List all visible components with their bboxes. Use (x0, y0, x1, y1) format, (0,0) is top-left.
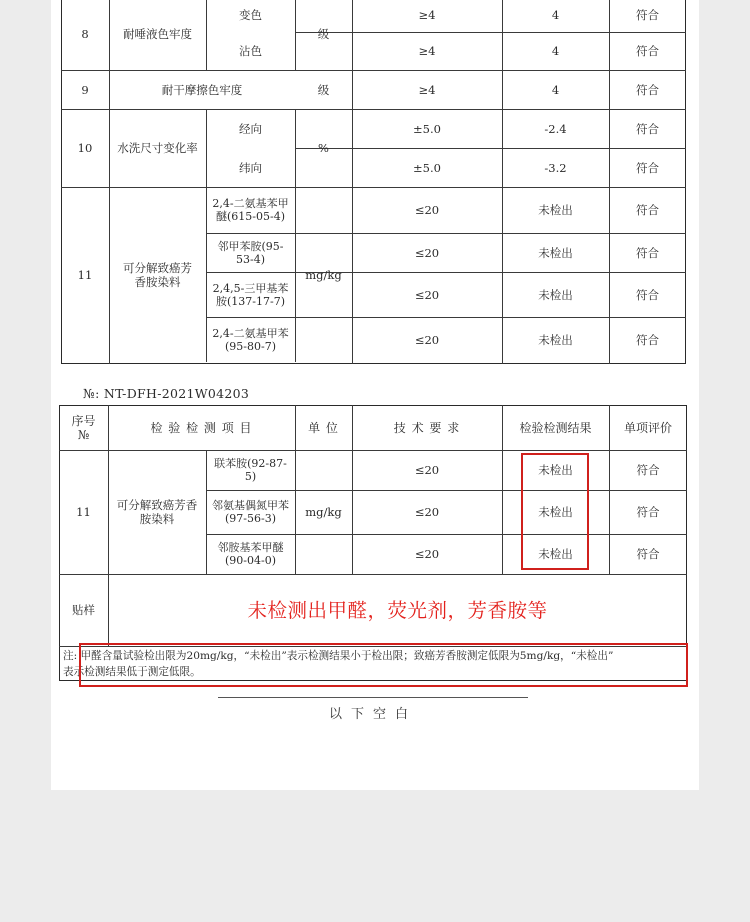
row10-sub1-name: 经向 (239, 121, 262, 136)
t2-sub1-eval: 符合 (636, 463, 660, 477)
t2-sub2-name: 邻氨基偶氮甲苯(97-56-3) (212, 499, 289, 525)
footnote-highlight-box (79, 643, 688, 687)
row11-unit: mg/kg (305, 267, 342, 282)
t2-sub3-name: 邻胺基苯甲醚(90-04-0) (217, 541, 284, 567)
row10-sub2-name: 纬向 (239, 160, 262, 175)
row8-sub1-result: 4 (551, 8, 560, 22)
report-page (51, 0, 699, 790)
header-no: 序号 № (71, 413, 96, 442)
sample-label: 贴样 (72, 603, 95, 617)
row9-req: ≥4 (418, 82, 436, 97)
row11-sub3-result: 未检出 (538, 287, 573, 302)
row9-unit: 级 (317, 82, 330, 97)
row11-sub2-result: 未检出 (538, 245, 573, 260)
row11-sub3-req: ≤20 (414, 287, 440, 302)
row8-sub1-name: 变色 (239, 8, 262, 22)
result-highlight-box (521, 453, 589, 570)
header-requirement: 技 术 要 求 (393, 420, 461, 435)
t2-sub3-req: ≤20 (414, 547, 440, 561)
header-result: 检验检测结果 (519, 420, 592, 435)
row11-sub1-name: 2,4-二氨基苯甲醚(615-05-4) (212, 197, 289, 223)
t2-sub2-req: ≤20 (414, 505, 440, 519)
t2-sub3-result: 未检出 (538, 547, 573, 561)
footnote-line-1: 注: 甲醛含量试验检出限为20mg/kg，“未检出”表示检测结果小于检出限；致癌芳香胺测定低限为5mg/kg，“未检出” (63, 650, 614, 662)
row8-no: 8 (81, 27, 89, 41)
report-number: №: NT-DFH-2021W04203 (83, 386, 250, 401)
row11-sub2-eval: 符合 (636, 245, 659, 260)
header-item: 检 验 检 测 项 目 (150, 420, 253, 435)
row10-sub2-req: ±5.0 (413, 160, 441, 175)
row11-sub3-name: 2,4,5-三甲基苯胺(137-17-7) (212, 281, 289, 308)
row8-sub2-result: 4 (551, 44, 560, 58)
row11-no: 11 (77, 267, 93, 282)
footnote-line-2: 表示检测结果低于测定低限。 (63, 666, 201, 678)
row9-eval: 符合 (636, 82, 659, 97)
row8-unit: 级 (317, 27, 330, 41)
row11-item: 可分解致癌芳香胺染料 (123, 260, 192, 289)
row11-sub4-req: ≤20 (414, 332, 440, 347)
row11-sub2-req: ≤20 (414, 245, 440, 260)
row11-sub4-eval: 符合 (636, 332, 659, 347)
header-unit: 单 位 (308, 420, 339, 435)
end-of-content-marker: 以下空白 (328, 707, 417, 722)
t2-sub1-name: 联苯胺(92-87-5) (214, 457, 287, 483)
t2-row11-unit: mg/kg (305, 505, 342, 519)
row11-sub4-result: 未检出 (538, 332, 573, 347)
row8-item: 耐唾液色牢度 (123, 27, 192, 41)
row10-no: 10 (77, 141, 93, 155)
row11-sub1-result: 未检出 (538, 203, 573, 217)
row9-no: 9 (81, 82, 89, 97)
row10-item: 水洗尺寸变化率 (117, 141, 198, 155)
row9-result: 4 (551, 82, 560, 97)
row8-sub1-req: ≥4 (418, 8, 436, 22)
row10-sub1-req: ±5.0 (413, 121, 441, 136)
t2-sub3-eval: 符合 (636, 547, 660, 561)
t2-row11-no: 11 (76, 505, 91, 519)
row10-sub2-result: -3.2 (544, 160, 567, 175)
row11-sub1-eval: 符合 (636, 203, 659, 217)
row10-sub2-eval: 符合 (636, 160, 659, 175)
row8-sub2-name: 沾色 (239, 44, 262, 58)
row11-sub3-eval: 符合 (636, 287, 659, 302)
t2-sub1-result: 未检出 (538, 463, 573, 477)
t2-row11-item: 可分解致癌芳香胺染料 (116, 498, 198, 526)
row10-sub1-eval: 符合 (636, 121, 659, 136)
sample-annotation: 未检测出甲醛，荧光剂，芳香胺等 (247, 599, 548, 622)
row9-item: 耐干摩擦色牢度 (161, 82, 243, 97)
row8-sub1-eval: 符合 (636, 8, 659, 22)
row10-sub1-result: -2.4 (544, 121, 567, 136)
row10-unit: % (318, 141, 329, 155)
row11-sub1-req: ≤20 (414, 203, 440, 217)
row11-sub4-name: 2,4-二氨基甲苯(95-80-7) (212, 326, 289, 353)
closing-rule (218, 697, 528, 698)
t2-sub2-eval: 符合 (636, 505, 660, 519)
row11-sub2-name: 邻甲苯胺(95-53-4) (217, 239, 284, 266)
row8-sub2-eval: 符合 (636, 44, 659, 58)
t2-sub1-req: ≤20 (414, 463, 440, 477)
row8-sub2-req: ≥4 (418, 44, 436, 58)
t2-sub2-result: 未检出 (538, 505, 573, 519)
header-evaluation: 单项评价 (623, 420, 672, 435)
